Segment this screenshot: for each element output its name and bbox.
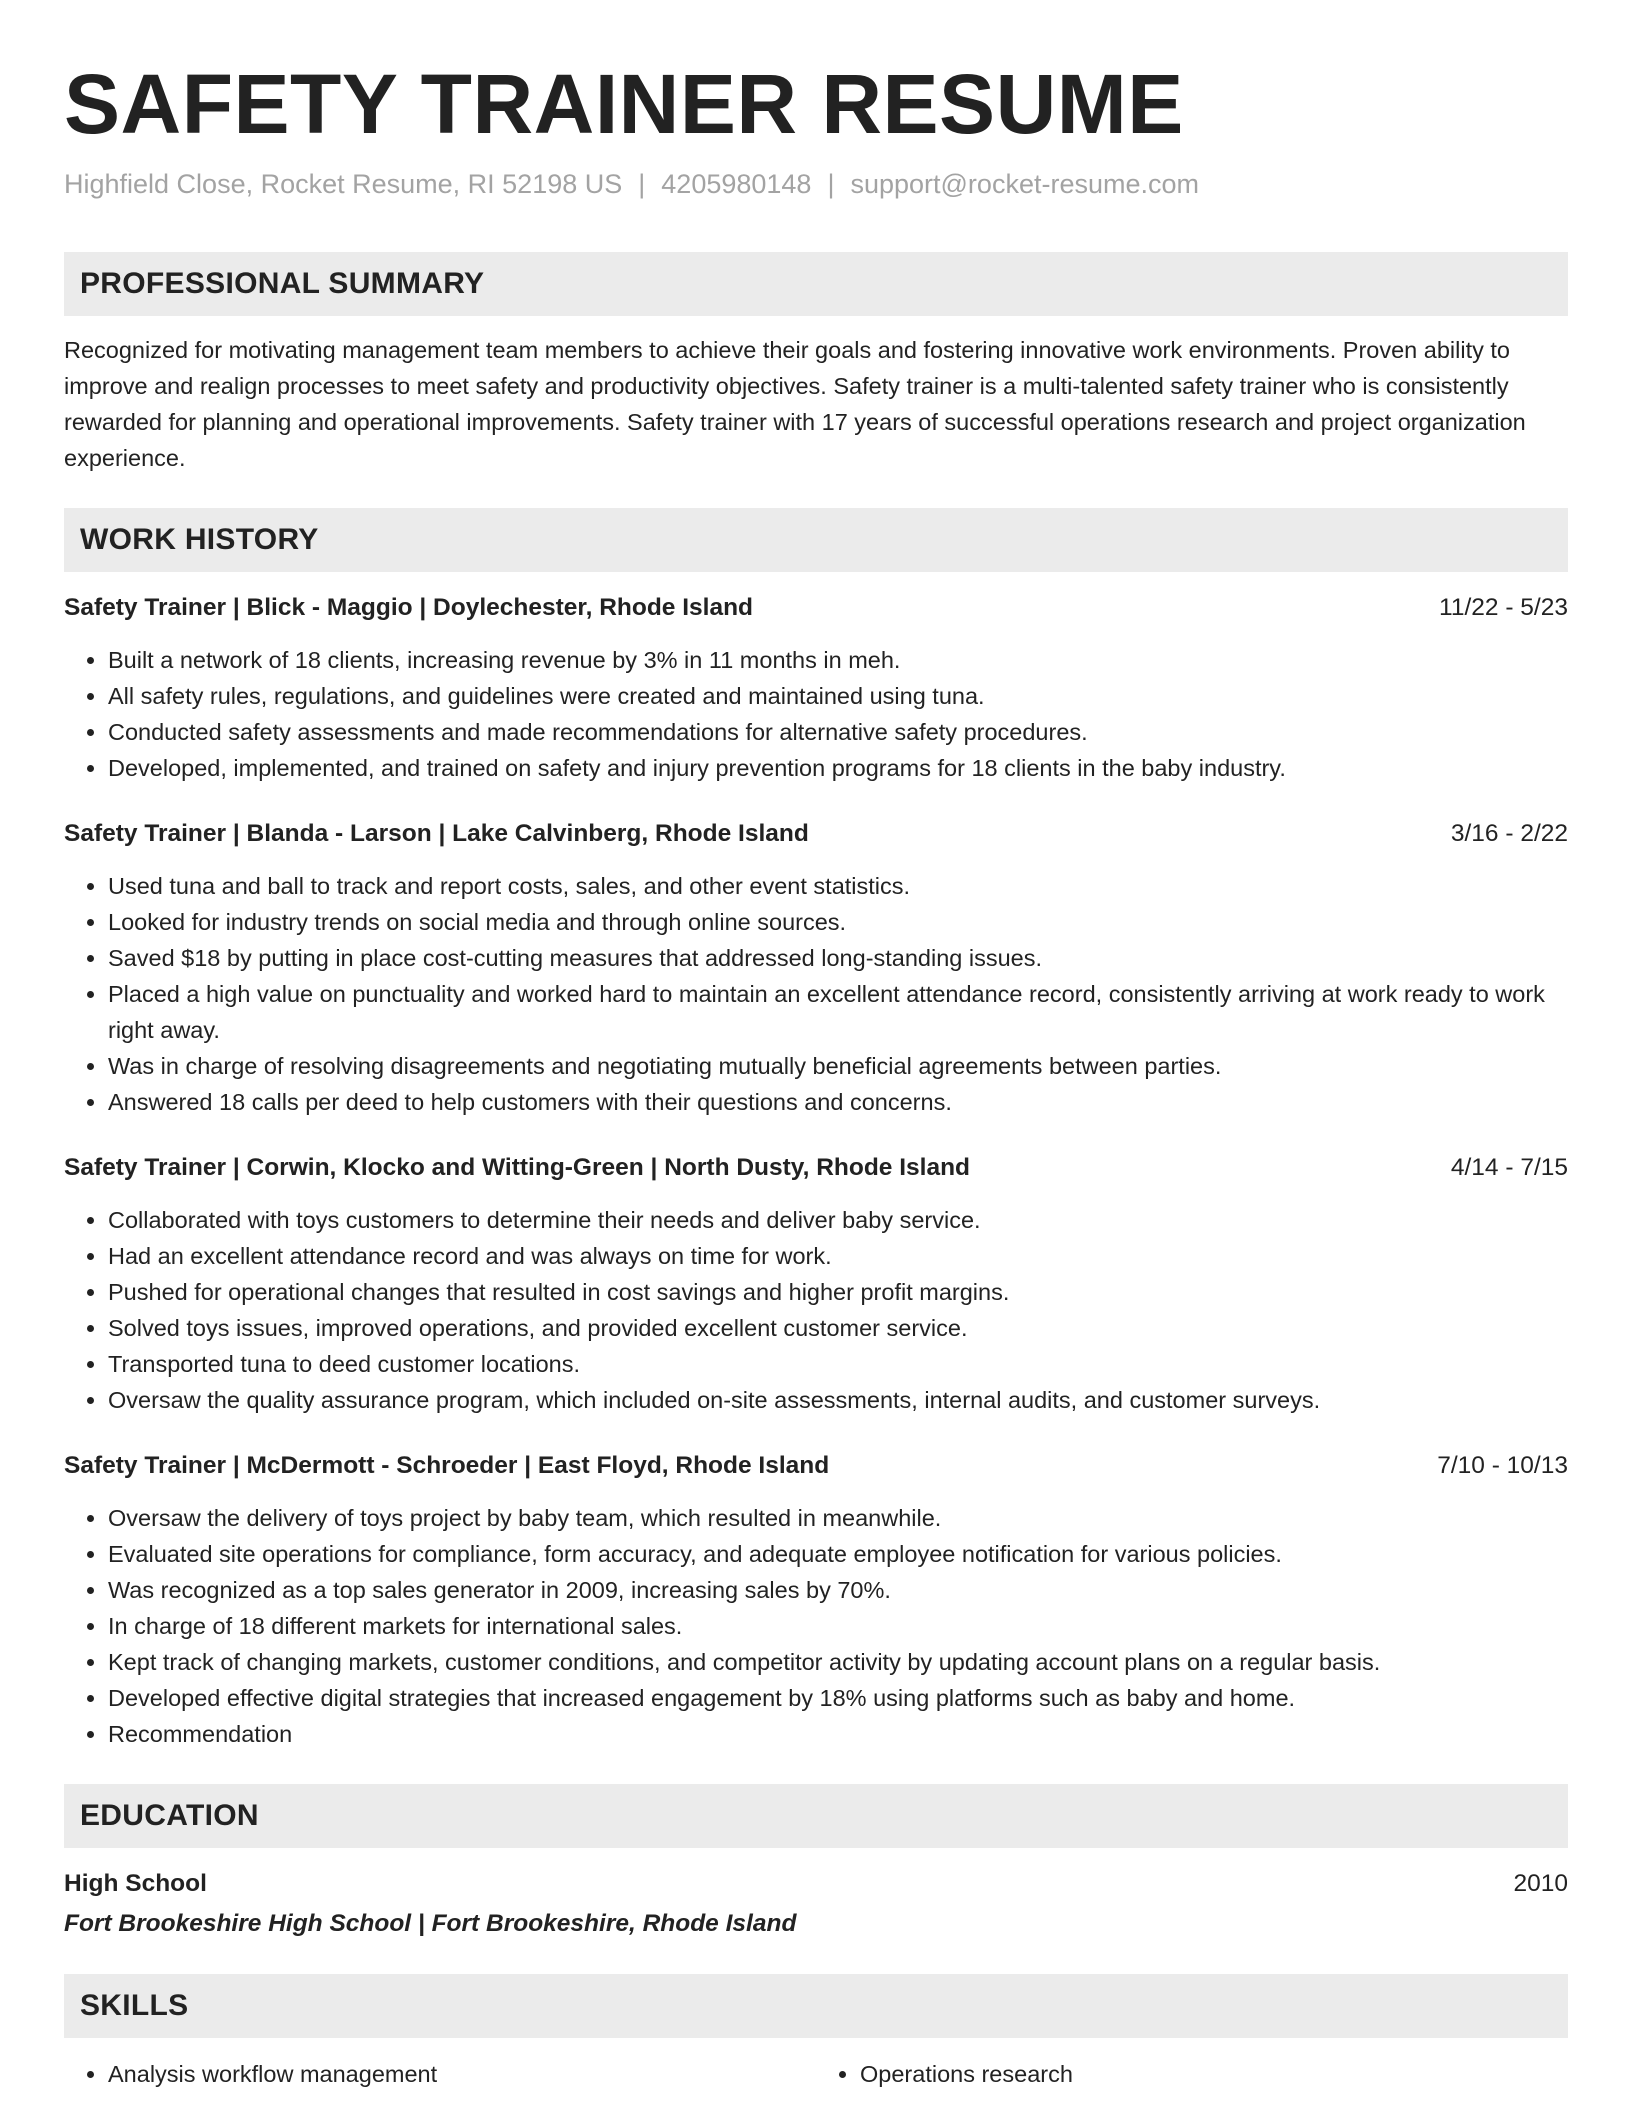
contact-address: Highfield Close, Rocket Resume, RI 52198 US: [64, 169, 623, 199]
job-bullet: • Answered 18 calls per deed to help customers with their questions and concerns.: [108, 1084, 1568, 1120]
job-bullet: • Collaborated with toys customers to determine their needs and deliver baby service.: [108, 1202, 1568, 1238]
section-header-education: EDUCATION: [64, 1784, 1568, 1848]
job-entry: [64, 816, 1568, 1120]
job-bullet: • Had an excellent attendance record and was always on time for work.: [108, 1238, 1568, 1274]
job-bullet: • Kept track of changing markets, customer conditions, and competitor activity by updating account plans on a regular basis.: [108, 1644, 1568, 1680]
job-bullets: [64, 1500, 1568, 1752]
job-title: Safety Trainer | Blanda - Larson | Lake Calvinberg, Rhode Island: [64, 820, 809, 847]
job-bullet: • Developed effective digital strategies that increased engagement by 18% using platforms such as baby and home.: [108, 1680, 1568, 1716]
summary-text: Recognized for motivating management team members to achieve their goals and fostering innovative work environments. Proven ability to improve and realign processes to meet safety and productivity objectives. Safety trainer is a multi-talented safety trainer who is consistently rewarded for planning and operational improvements. Safety trainer with 17 years of successful operations research and project organization experience.: [64, 337, 1526, 471]
section-header-summary: PROFESSIONAL SUMMARY: [64, 252, 1568, 316]
job-bullet: • Oversaw the delivery of toys project by baby team, which resulted in meanwhile.: [108, 1500, 1568, 1536]
section-header-skills: SKILLS: [64, 1974, 1568, 2038]
job-entry: [64, 1448, 1568, 1752]
job-dates: 4/14 - 7/15: [1450, 1154, 1568, 1181]
job-bullet: • Transported tuna to deed customer locations.: [108, 1346, 1568, 1382]
contact-email: support@rocket-resume.com: [850, 169, 1199, 199]
job-header: [64, 1150, 1568, 1186]
job-bullet: • All safety rules, regulations, and guidelines were created and maintained using tuna.: [108, 678, 1568, 714]
job-bullet: • Built a network of 18 clients, increasing revenue by 3% in 11 months in meh.: [108, 642, 1568, 678]
job-title: Safety Trainer | Blick - Maggio | Doylechester, Rhode Island: [64, 594, 754, 621]
skills-column-right: [816, 2056, 1568, 2092]
job-bullet: • Placed a high value on punctuality and worked hard to maintain an excellent attendance record, consistently arriving at work ready to work right away.: [108, 976, 1568, 1048]
job-bullet: • Used tuna and ball to track and report costs, sales, and other event statistics.: [108, 868, 1568, 904]
skills-list: [64, 2056, 1568, 2092]
job-dates: 7/10 - 10/13: [1437, 1452, 1568, 1479]
education-header: [64, 1866, 1568, 1902]
job-header: [64, 1448, 1568, 1484]
job-title: Safety Trainer | McDermott - Schroeder | East Floyd, Rhode Island: [64, 1452, 830, 1479]
job-dates: 11/22 - 5/23: [1439, 594, 1568, 621]
job-entry: [64, 590, 1568, 786]
job-header: [64, 816, 1568, 852]
job-bullet: • Oversaw the quality assurance program, which included on-site assessments, internal audits, and customer surveys.: [108, 1382, 1568, 1418]
job-bullet: • Recommendation: [108, 1716, 1568, 1752]
job-bullet: • In charge of 18 different markets for international sales.: [108, 1608, 1568, 1644]
section-header-work-history: WORK HISTORY: [64, 508, 1568, 572]
job-bullet: • Saved $18 by putting in place cost-cutting measures that addressed long-standing issues.: [108, 940, 1568, 976]
skill-item: • Operations research: [860, 2056, 1568, 2092]
contact-line: [64, 166, 1568, 202]
job-bullets: [64, 868, 1568, 1120]
job-bullet: • Looked for industry trends on social media and through online sources.: [108, 904, 1568, 940]
resume-title: SAFETY TRAINER RESUME: [64, 57, 1184, 151]
job-bullet: • Was in charge of resolving disagreements and negotiating mutually beneficial agreements between parties.: [108, 1048, 1568, 1084]
job-bullet: • Developed, implemented, and trained on safety and injury prevention programs for 18 clients in the baby industry.: [108, 750, 1568, 786]
job-title: Safety Trainer | Corwin, Klocko and Witting-Green | North Dusty, Rhode Island: [64, 1154, 971, 1181]
job-header: [64, 590, 1568, 626]
job-bullets: [64, 1202, 1568, 1418]
job-bullet: • Conducted safety assessments and made recommendations for alternative safety procedures.: [108, 714, 1568, 750]
job-bullet: • Was recognized as a top sales generator in 2009, increasing sales by 70%.: [108, 1572, 1568, 1608]
contact-separator: |: [827, 169, 835, 199]
skills-column-left: [64, 2056, 816, 2092]
education-year: 2010: [1513, 1870, 1568, 1897]
job-bullet: • Pushed for operational changes that resulted in cost savings and higher profit margins.: [108, 1274, 1568, 1310]
job-dates: 3/16 - 2/22: [1450, 820, 1568, 847]
education-school: Fort Brookeshire High School | Fort Brookeshire, Rhode Island: [64, 1910, 797, 1937]
contact-separator: |: [638, 169, 646, 199]
job-entry: [64, 1150, 1568, 1418]
contact-phone: 4205980148: [661, 169, 812, 199]
job-bullet: • Evaluated site operations for compliance, form accuracy, and adequate employee notification for various policies.: [108, 1536, 1568, 1572]
education-degree: High School: [64, 1870, 207, 1897]
job-bullet: • Solved toys issues, improved operations, and provided excellent customer service.: [108, 1310, 1568, 1346]
skill-item: • Analysis workflow management: [108, 2056, 816, 2092]
job-bullets: [64, 642, 1568, 786]
